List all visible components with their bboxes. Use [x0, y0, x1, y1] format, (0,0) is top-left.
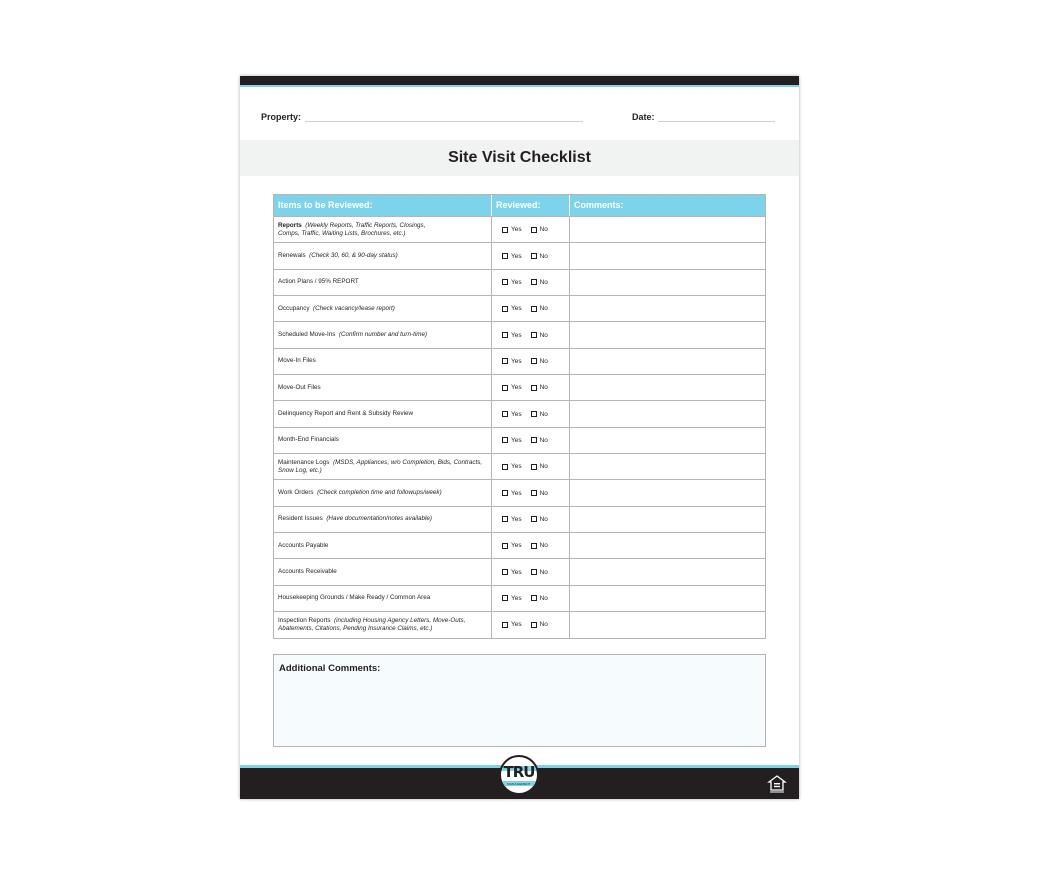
row-item-line — [278, 459, 491, 467]
row-item-line — [278, 357, 491, 365]
row-comments-cell[interactable] — [570, 507, 765, 532]
no-checkbox[interactable] — [531, 306, 537, 312]
no-checkbox[interactable] — [531, 227, 537, 233]
yes-label: Yes — [511, 384, 522, 392]
no-checkbox[interactable] — [531, 385, 537, 391]
no-label: No — [539, 384, 548, 392]
row-reviewed — [492, 270, 570, 295]
no-checkbox[interactable] — [531, 569, 537, 575]
row-comments-cell[interactable] — [570, 559, 765, 584]
row-item — [274, 533, 492, 558]
row-reviewed — [492, 559, 570, 584]
header-comments: Comments: — [574, 200, 624, 210]
yes-checkbox[interactable] — [502, 306, 508, 312]
no-label: No — [539, 621, 548, 629]
table-row — [274, 611, 765, 637]
table-row — [274, 321, 765, 347]
no-label: No — [539, 489, 548, 497]
row-comments-cell[interactable] — [570, 296, 765, 321]
row-item-line — [278, 436, 491, 444]
row-item-name: Delinquency Report and Rent & Subsidy Review — [278, 410, 414, 418]
date-field[interactable] — [658, 121, 775, 122]
row-reviewed — [492, 401, 570, 426]
row-item-name: Reports — [278, 221, 302, 229]
yes-option[interactable] — [502, 516, 522, 523]
row-item-line — [278, 410, 491, 418]
table-row — [274, 479, 765, 505]
yes-label: Yes — [511, 489, 522, 497]
no-checkbox[interactable] — [531, 279, 537, 285]
table-row — [274, 427, 765, 453]
no-option[interactable] — [531, 358, 548, 365]
no-option[interactable] — [531, 490, 548, 497]
header-accent-line — [240, 85, 799, 87]
row-comments-cell[interactable] — [570, 586, 765, 611]
yes-option[interactable] — [502, 332, 522, 339]
yes-option[interactable] — [502, 437, 522, 444]
row-item-line — [278, 594, 491, 602]
yes-checkbox[interactable] — [502, 227, 508, 233]
no-option[interactable] — [531, 305, 548, 312]
row-item — [274, 480, 492, 505]
row-item — [274, 322, 492, 347]
row-item-note: (Weekly Reports, Traffic Reports, Closings, — [305, 221, 426, 229]
yes-option[interactable] — [502, 411, 522, 418]
table-row — [274, 295, 765, 321]
no-label: No — [539, 278, 548, 286]
tru-logo — [499, 755, 539, 795]
header-reviewed: Reviewed: — [492, 195, 570, 216]
row-item — [274, 507, 492, 532]
row-item-line — [278, 384, 491, 392]
yes-checkbox[interactable] — [502, 516, 508, 522]
table-row — [274, 374, 765, 400]
row-comments-cell[interactable] — [570, 243, 765, 268]
no-checkbox[interactable] — [531, 490, 537, 496]
row-comments-cell[interactable] — [570, 270, 765, 295]
row-item-line — [278, 515, 491, 523]
additional-comments-box[interactable] — [273, 654, 766, 747]
no-checkbox[interactable] — [531, 622, 537, 628]
row-item-name: Housekeeping Grounds / Make Ready / Common Area — [278, 594, 431, 602]
row-item-name: Move-Out Files — [278, 383, 321, 391]
no-option[interactable] — [531, 621, 548, 628]
row-item-note: (including Housing Agency Letters, Move-Outs, — [334, 616, 466, 624]
equal-housing-opportunity-icon — [767, 774, 787, 794]
no-checkbox[interactable] — [531, 411, 537, 417]
row-item-line — [278, 617, 491, 625]
yes-checkbox[interactable] — [502, 569, 508, 575]
row-comments-cell[interactable] — [570, 349, 765, 374]
row-reviewed — [492, 454, 570, 479]
row-reviewed — [492, 375, 570, 400]
logo-subtext: MANAGEMENT — [507, 782, 531, 786]
row-item-line — [278, 252, 491, 260]
row-item-line — [278, 542, 491, 550]
row-item-note: (Have documentation/notes available) — [326, 515, 433, 523]
row-item-line — [278, 305, 491, 313]
no-label: No — [539, 410, 548, 418]
table-row — [274, 269, 765, 295]
no-checkbox[interactable] — [531, 464, 537, 470]
no-label: No — [539, 252, 548, 260]
yes-option[interactable] — [502, 490, 522, 497]
yes-checkbox[interactable] — [502, 279, 508, 285]
yes-checkbox[interactable] — [502, 253, 508, 259]
yes-checkbox[interactable] — [502, 411, 508, 417]
row-comments-cell[interactable] — [570, 322, 765, 347]
yes-label: Yes — [511, 594, 522, 602]
row-item — [274, 586, 492, 611]
no-option[interactable] — [531, 516, 548, 523]
no-option[interactable] — [531, 253, 548, 260]
row-comments-cell[interactable] — [570, 217, 765, 242]
no-checkbox[interactable] — [531, 437, 537, 443]
row-item — [274, 612, 492, 637]
table-row — [274, 216, 765, 242]
row-item-line — [278, 489, 491, 497]
yes-label: Yes — [511, 568, 522, 576]
row-item-note: (Check 30, 60, & 90-day status) — [309, 252, 398, 260]
row-item-note-2: Snow Log, etc.) — [278, 466, 322, 474]
row-item-name: Accounts Receivable — [278, 568, 337, 576]
row-reviewed — [492, 533, 570, 558]
no-option[interactable] — [531, 569, 548, 576]
date-label: Date: — [632, 112, 655, 122]
yes-option[interactable] — [502, 358, 522, 365]
table-row — [274, 585, 765, 611]
table-row — [274, 532, 765, 558]
no-label: No — [539, 542, 548, 550]
row-reviewed — [492, 428, 570, 453]
yes-checkbox[interactable] — [502, 595, 508, 601]
no-label: No — [539, 226, 548, 234]
yes-label: Yes — [511, 278, 522, 286]
row-item-name: Work Orders — [278, 489, 314, 497]
yes-option[interactable] — [502, 384, 522, 391]
additional-comments-label: Additional Comments: — [279, 663, 381, 674]
yes-option[interactable] — [502, 542, 522, 549]
row-comments-cell[interactable] — [570, 428, 765, 453]
row-comments-cell[interactable] — [570, 533, 765, 558]
yes-checkbox[interactable] — [502, 332, 508, 338]
row-reviewed — [492, 586, 570, 611]
header-bar — [240, 76, 799, 85]
no-label: No — [539, 515, 548, 523]
row-comments-cell[interactable] — [570, 454, 765, 479]
checklist-sheet — [240, 76, 799, 799]
yes-option[interactable] — [502, 621, 522, 628]
yes-label: Yes — [511, 621, 522, 629]
row-item — [274, 559, 492, 584]
no-option[interactable] — [531, 332, 548, 339]
row-comments-cell[interactable] — [570, 375, 765, 400]
yes-label: Yes — [511, 305, 522, 313]
row-item — [274, 375, 492, 400]
row-item — [274, 401, 492, 426]
no-checkbox[interactable] — [531, 543, 537, 549]
row-item-line — [278, 222, 491, 230]
row-item-name: Resident Issues — [278, 515, 323, 523]
row-item — [274, 349, 492, 374]
yes-option[interactable] — [502, 463, 522, 470]
table-body — [274, 216, 765, 638]
row-item — [274, 217, 492, 242]
yes-label: Yes — [511, 357, 522, 365]
row-reviewed — [492, 612, 570, 637]
no-label: No — [539, 357, 548, 365]
row-comments-cell[interactable] — [570, 612, 765, 637]
row-item-name: Renewals — [278, 252, 306, 260]
yes-option[interactable] — [502, 305, 522, 312]
row-item-note: (Check vacancy/lease report) — [313, 304, 395, 312]
table-row — [274, 453, 765, 479]
row-item-name: Accounts Payable — [278, 541, 329, 549]
yes-label: Yes — [511, 542, 522, 550]
row-item-name: Scheduled Move-Ins — [278, 331, 336, 339]
row-item-line — [278, 331, 491, 339]
no-checkbox[interactable] — [531, 595, 537, 601]
no-option[interactable] — [531, 411, 548, 418]
yes-label: Yes — [511, 226, 522, 234]
row-item-note: (Confirm number and turn-time) — [338, 331, 428, 339]
row-item-note: (MSDS, Appliances, w/o Completion, Bids, Contracts, — [332, 458, 483, 466]
row-reviewed — [492, 243, 570, 268]
no-label: No — [539, 594, 548, 602]
row-item-name: Move-In Files — [278, 357, 316, 365]
yes-option[interactable] — [502, 253, 522, 260]
row-item-note-2: Abatements, Citations, Pending Insurance Claims, etc.) — [278, 624, 433, 632]
table-row — [274, 506, 765, 532]
yes-label: Yes — [511, 463, 522, 471]
checklist-table — [273, 194, 766, 639]
no-checkbox[interactable] — [531, 516, 537, 522]
yes-option[interactable] — [502, 226, 522, 233]
row-item — [274, 243, 492, 268]
row-reviewed — [492, 217, 570, 242]
no-label: No — [539, 331, 548, 339]
no-checkbox[interactable] — [531, 253, 537, 259]
row-item — [274, 428, 492, 453]
no-label: No — [539, 305, 548, 313]
property-label: Property: — [261, 112, 302, 122]
page-title: Site Visit Checklist — [448, 149, 591, 166]
yes-label: Yes — [511, 410, 522, 418]
table-row — [274, 400, 765, 426]
yes-checkbox[interactable] — [502, 622, 508, 628]
yes-checkbox[interactable] — [502, 437, 508, 443]
no-option[interactable] — [531, 437, 548, 444]
yes-checkbox[interactable] — [502, 490, 508, 496]
yes-label: Yes — [511, 252, 522, 260]
no-option[interactable] — [531, 384, 548, 391]
header-items: Items to be Reviewed: — [274, 195, 492, 216]
row-reviewed — [492, 507, 570, 532]
table-row — [274, 242, 765, 268]
row-reviewed — [492, 322, 570, 347]
no-option[interactable] — [531, 542, 548, 549]
row-item-name: Action Plans / 95% REPORT — [278, 278, 359, 286]
row-item — [274, 296, 492, 321]
no-checkbox[interactable] — [531, 332, 537, 338]
yes-label: Yes — [511, 331, 522, 339]
no-option[interactable] — [531, 463, 548, 470]
property-field[interactable] — [305, 121, 583, 122]
row-reviewed — [492, 296, 570, 321]
no-checkbox[interactable] — [531, 358, 537, 364]
yes-checkbox[interactable] — [502, 385, 508, 391]
no-option[interactable] — [531, 595, 548, 602]
row-item-line — [278, 568, 491, 576]
no-label: No — [539, 568, 548, 576]
row-comments-cell[interactable] — [570, 401, 765, 426]
yes-option[interactable] — [502, 279, 522, 286]
row-reviewed — [492, 480, 570, 505]
no-label: No — [539, 463, 548, 471]
row-item-name: Occupancy — [278, 304, 310, 312]
table-row — [274, 348, 765, 374]
row-item-name: Maintenance Logs — [278, 458, 330, 466]
no-option[interactable] — [531, 279, 548, 286]
yes-checkbox[interactable] — [502, 464, 508, 470]
yes-checkbox[interactable] — [502, 543, 508, 549]
row-item-name: Inspection Reports — [278, 616, 331, 624]
yes-option[interactable] — [502, 595, 522, 602]
yes-option[interactable] — [502, 569, 522, 576]
row-item-note: (Check completion time and followups/week) — [317, 489, 442, 497]
row-item — [274, 270, 492, 295]
row-item — [274, 454, 492, 479]
logo-text: TRU — [503, 763, 535, 781]
no-option[interactable] — [531, 226, 548, 233]
table-header — [274, 195, 765, 216]
row-item-note-2: Comps, Traffic, Waiting Lists, Brochures, etc.) — [278, 229, 406, 237]
row-item-line — [278, 278, 491, 286]
table-row — [274, 558, 765, 584]
row-reviewed — [492, 349, 570, 374]
yes-label: Yes — [511, 436, 522, 444]
row-item-name: Month-End Financials — [278, 436, 339, 444]
no-label: No — [539, 436, 548, 444]
yes-label: Yes — [511, 515, 522, 523]
row-comments-cell[interactable] — [570, 480, 765, 505]
yes-checkbox[interactable] — [502, 358, 508, 364]
